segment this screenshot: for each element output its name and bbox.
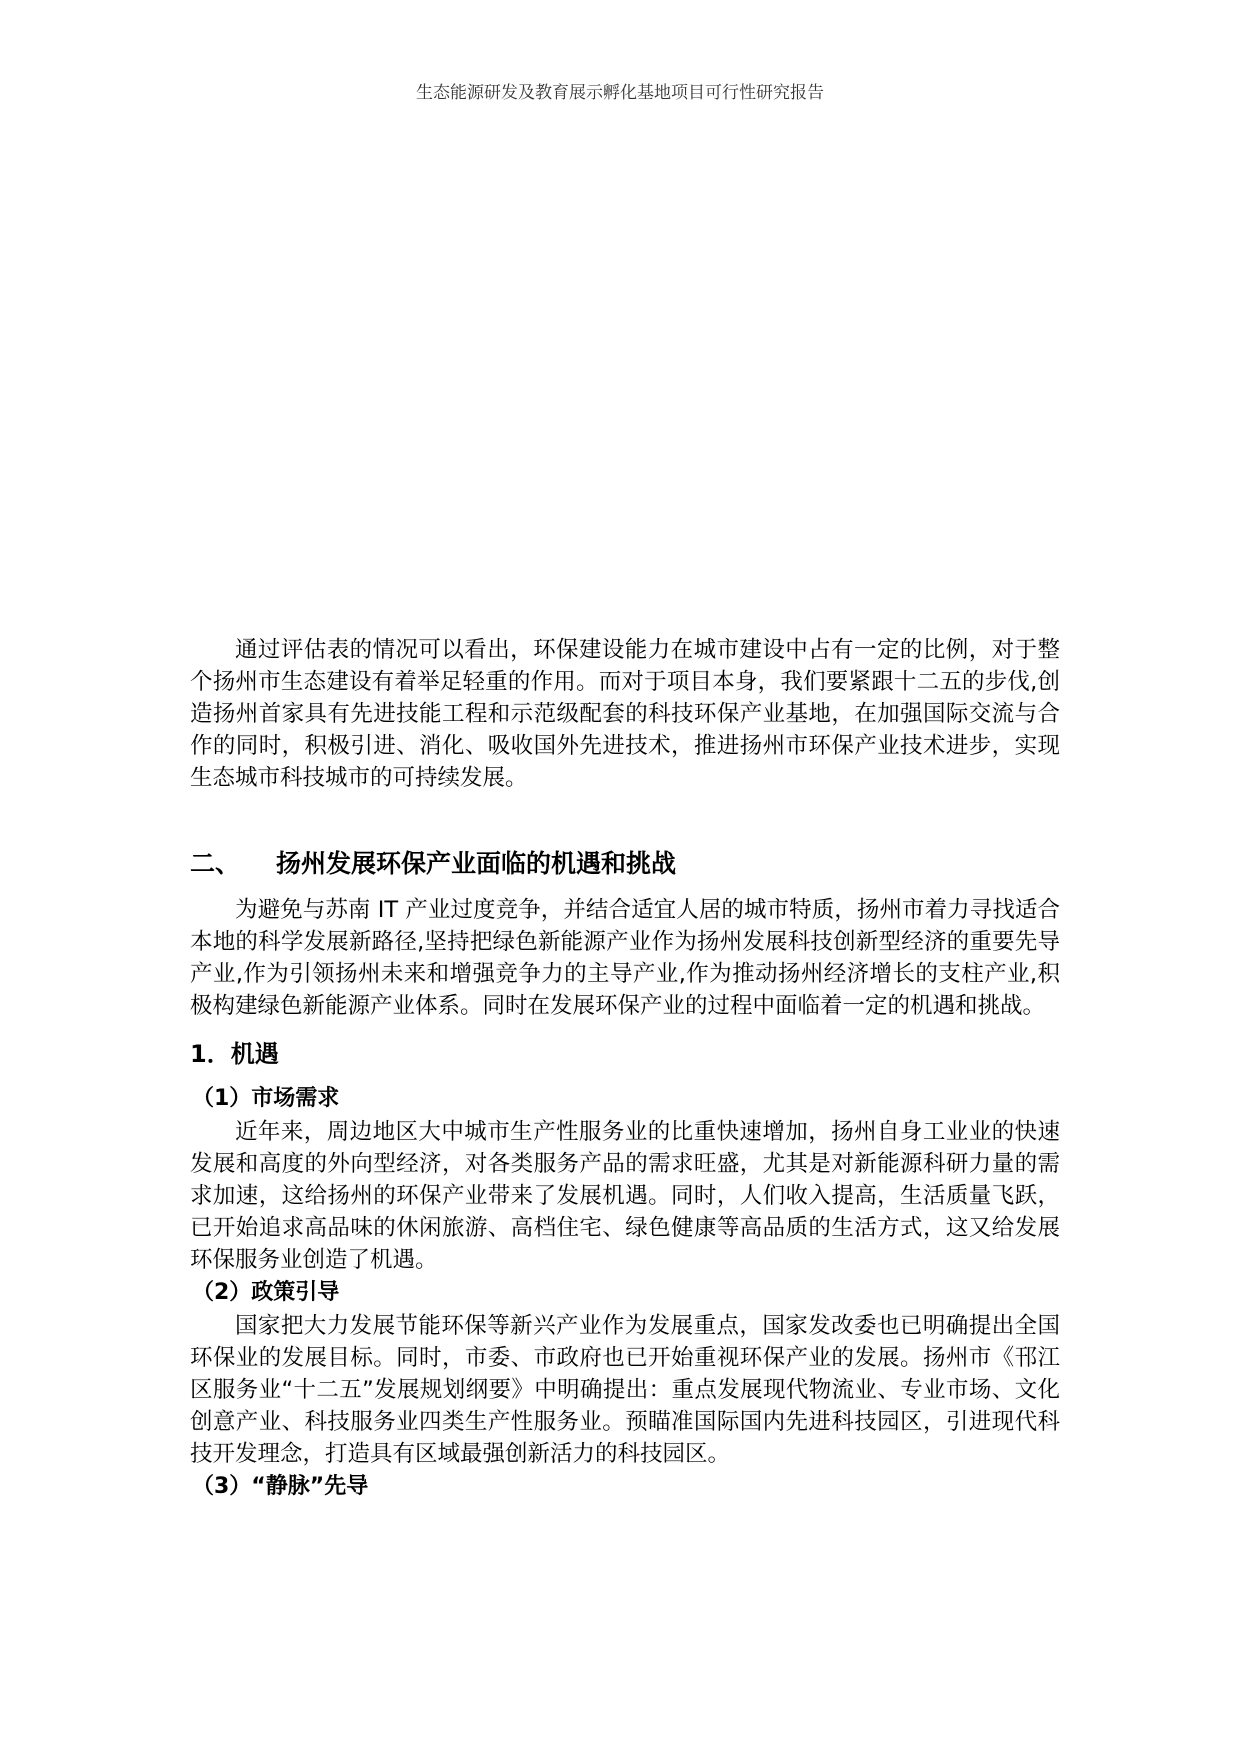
section-2-paragraph: 为避免与苏南 IT 产业过度竞争，并结合适宜人居的城市特质，扬州市着力寻找适合本地的科学发展新路径,坚持把绿色新能源产业作为扬州发展科技创新型经济的重要先导产业,作为引领扬州未来和增强竞争力的主导产业,作为推动扬州经济增长的支柱产业,积极构建绿色新能源产业体系。同时在发展环保产业的过程中面临着一定的机遇和挑战。 (190, 897, 1060, 1019)
subsection-heading-opportunity: 1．机遇 (190, 1040, 279, 1068)
intro-paragraph: 通过评估表的情况可以看出，环保建设能力在城市建设中占有一定的比例，对于整个扬州市生态建设有着举足轻重的作用。而对于项目本身，我们要紧跟十二五的步伐,创造扬州首家具有先进技能工程和示范级配套的科技环保产业基地，在加强国际交流与合作的同时，积极引进、消化、吸收国外先进技术，推进扬州市环保产业技术进步，实现生态城市科技城市的可持续发展。 (190, 637, 1060, 791)
document-body (190, 634, 1060, 1504)
item-heading-venous-lead: （3）“静脉”先导 (192, 1474, 369, 1499)
market-demand-paragraph: 近年来，周边地区大中城市生产性服务业的比重快速增加，扬州自身工业业的快速发展和高度的外向型经济，对各类服务产品的需求旺盛，尤其是对新能源科研力量的需求加速，这给扬州的环保产业带来了发展机遇。同时，人们收入提高，生活质量飞跃，已开始追求高品味的休闲旅游、高档住宅、绿色健康等高品质的生活方式，这又给发展环保服务业创造了机遇。 (190, 1119, 1060, 1273)
item-heading-market-demand: （1）市场需求 (192, 1086, 340, 1111)
item-heading-policy-guidance: （2）政策引导 (192, 1280, 340, 1305)
page-header: 生态能源研发及教育展示孵化基地项目可行性研究报告 (416, 83, 824, 103)
section-number: 二、 (190, 849, 241, 878)
section-heading-2 (190, 846, 1060, 882)
policy-guidance-paragraph: 国家把大力发展节能环保等新兴产业作为发展重点，国家发改委也已明确提出全国环保业的发展目标。同时，市委、市政府也已开始重视环保产业的发展。扬州市《邗江区服务业“十二五”发展规划纲要》中明确提出：重点发展现代物流业、专业市场、文化创意产业、科技服务业四类生产性服务业。预瞄准国际国内先进科技园区，引进现代科技开发理念，打造具有区域最强创新活力的科技园区。 (190, 1313, 1060, 1467)
section-title: 扬州发展环保产业面临的机遇和挑战 (276, 849, 677, 878)
